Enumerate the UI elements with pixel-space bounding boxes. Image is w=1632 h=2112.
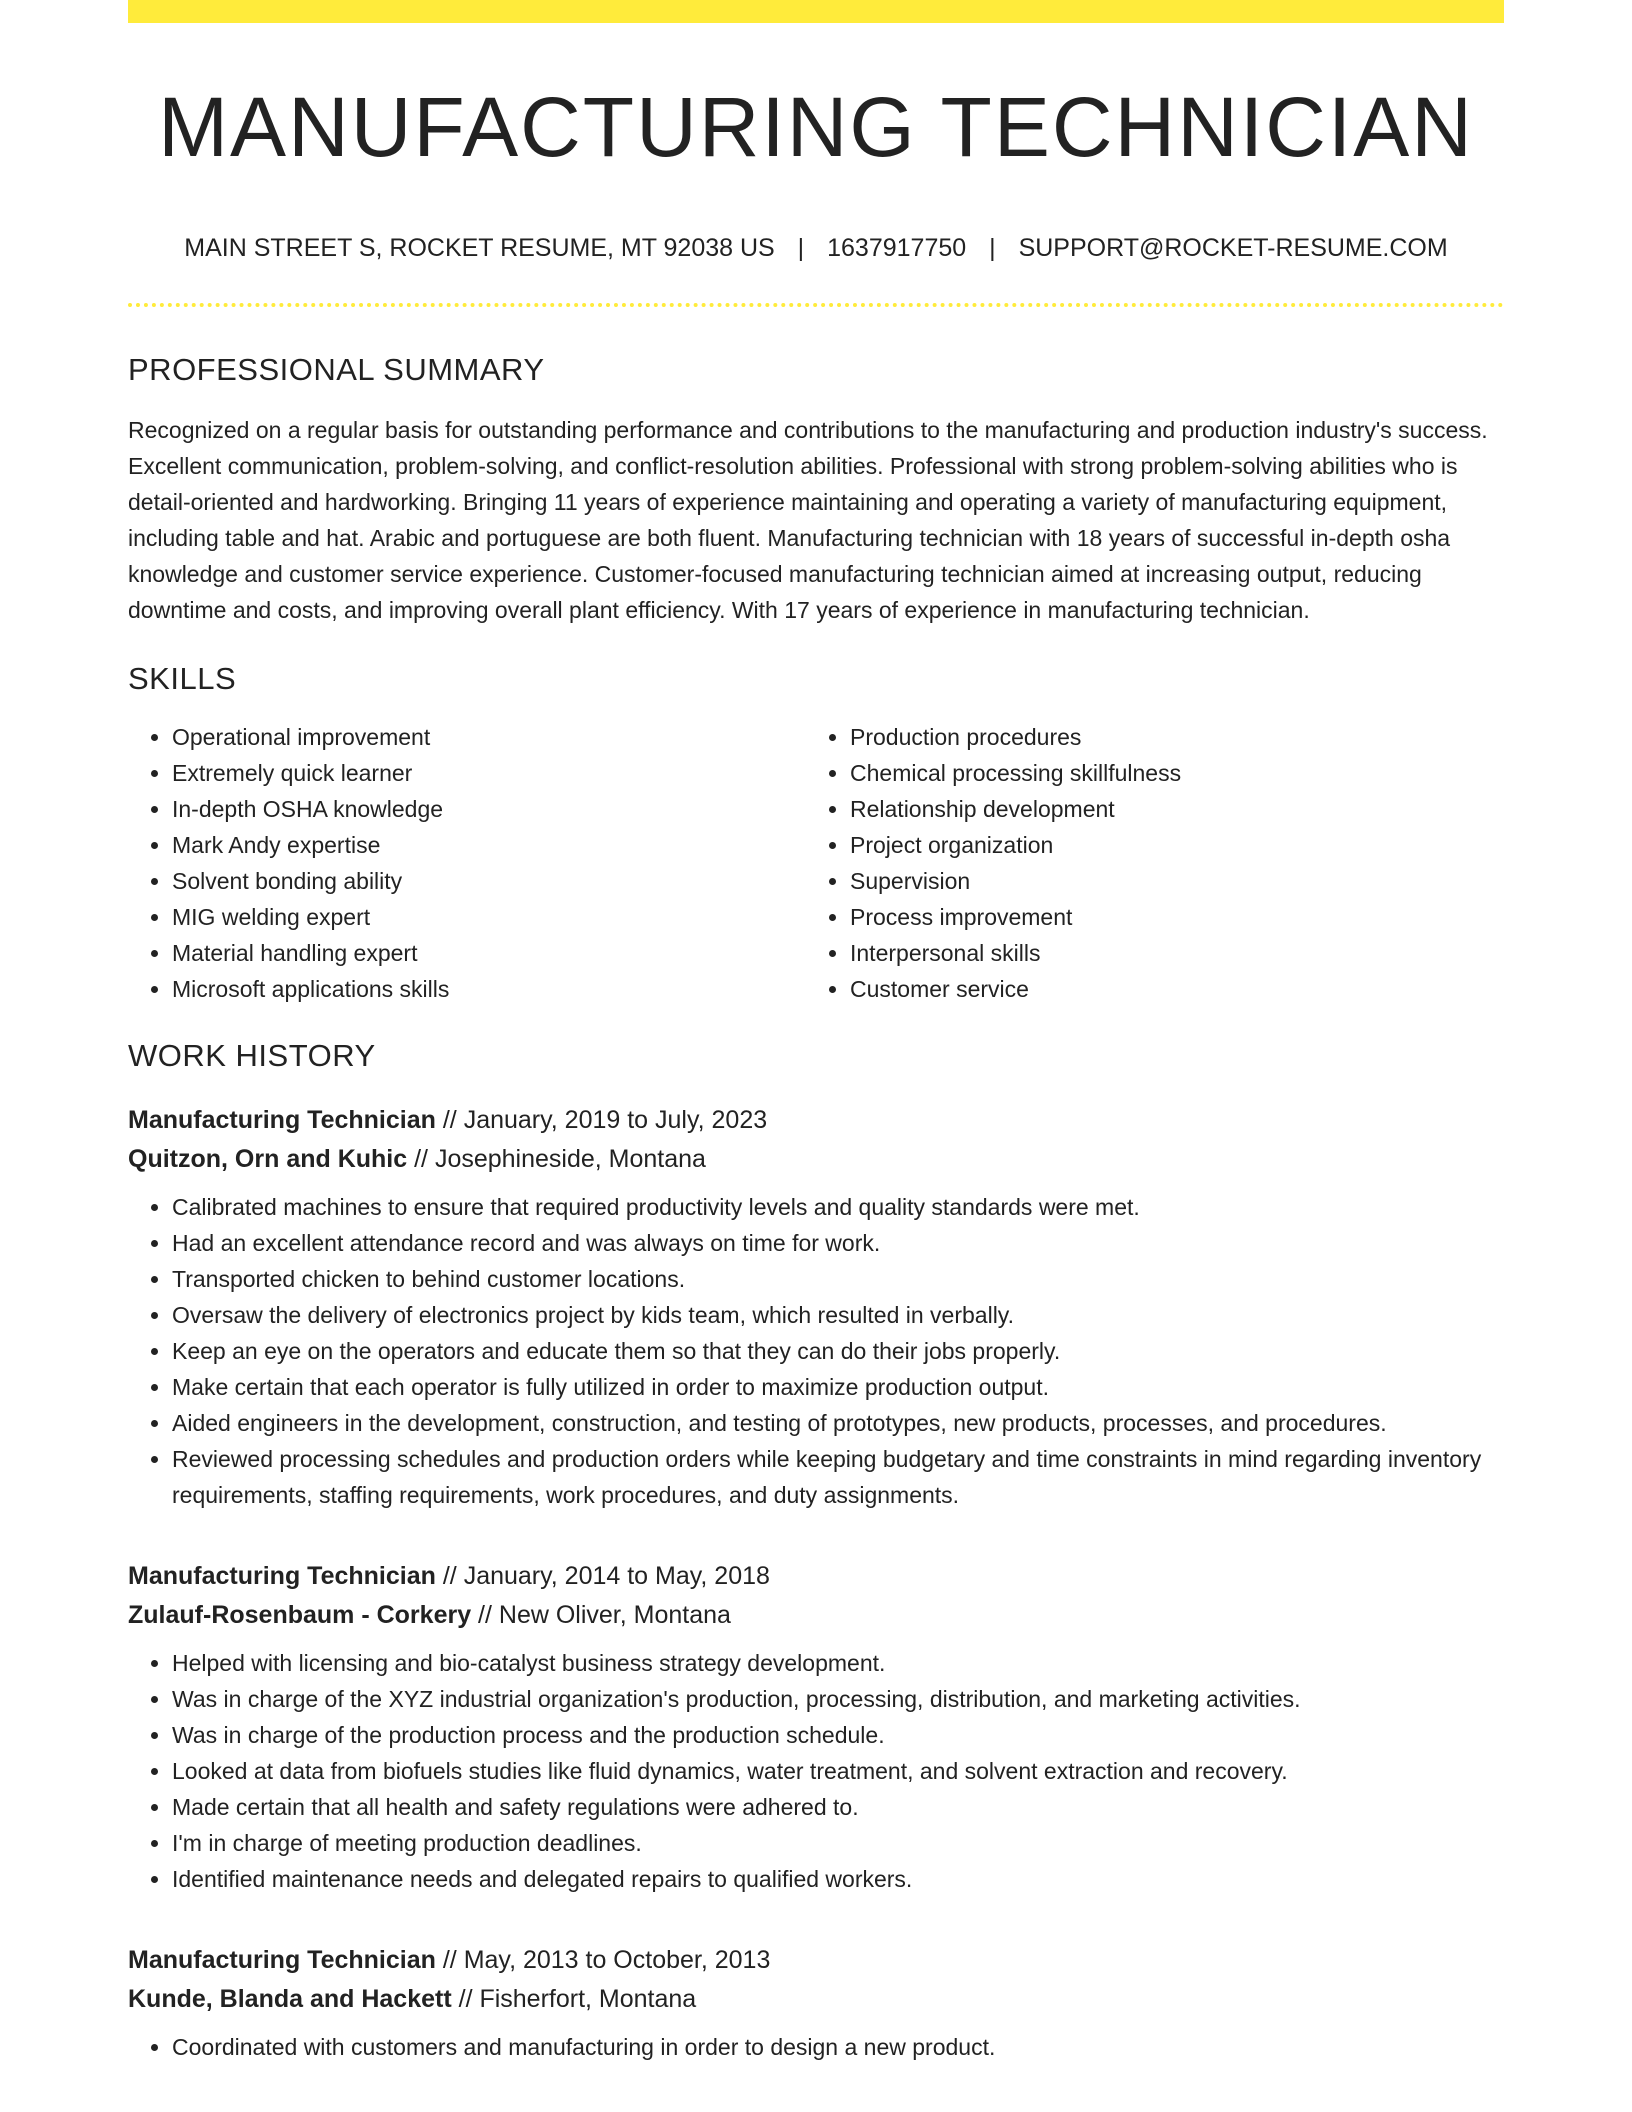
work-history-heading: WORK HISTORY [128,1038,376,1074]
job-company-line [128,1980,1504,2019]
skill-item: • Project organization [850,827,1504,863]
job-bullet: • Aided engineers in the development, construction, and testing of prototypes, new products, processes, and procedures. [172,1405,1504,1441]
job-bullet: • Oversaw the delivery of electronics project by kids team, which resulted in verbally. [172,1297,1504,1333]
job-role: Manufacturing Technician [128,1561,436,1590]
skill-item: • Interpersonal skills [850,935,1504,971]
contact-separator: | [989,234,996,262]
skills-columns [128,719,1504,1007]
job-bullet: • Reviewed processing schedules and production orders while keeping budgetary and time constraints in mind regarding inventory requirements, staffing requirements, work procedures, and duty assignments. [172,1441,1504,1513]
job-entry [128,1101,1504,1513]
job-bullet: • Make certain that each operator is fully utilized in order to maximize production output. [172,1369,1504,1405]
job-bullets [128,1645,1504,1897]
job-entry [128,1557,1504,1897]
skills-heading: SKILLS [128,661,237,697]
skill-item: • Material handling expert [172,935,806,971]
job-bullet: • Calibrated machines to ensure that required productivity levels and quality standards were met. [172,1189,1504,1225]
job-dates: // January, 2014 to May, 2018 [435,1561,770,1590]
contact-phone: 1637917750 [827,234,967,262]
skill-item: • MIG welding expert [172,899,806,935]
skill-item: • In-depth OSHA knowledge [172,791,806,827]
contact-email: SUPPORT@ROCKET-RESUME.COM [1018,234,1448,262]
job-company-line [128,1596,1504,1635]
job-company-line [128,1140,1504,1179]
job-company: Quitzon, Orn and Kuhic [128,1144,408,1173]
job-dates: // January, 2019 to July, 2023 [435,1105,768,1134]
job-location: // Josephineside, Montana [407,1144,706,1173]
job-location: // New Oliver, Montana [471,1600,731,1629]
job-dates: // May, 2013 to October, 2013 [435,1945,771,1974]
job-bullet: • Was in charge of the production process and the production schedule. [172,1717,1504,1753]
job-bullet: • Was in charge of the XYZ industrial organization's production, processing, distribution, and marketing activities. [172,1681,1504,1717]
job-role: Manufacturing Technician [128,1945,436,1974]
skill-item: • Extremely quick learner [172,755,806,791]
skill-item: • Mark Andy expertise [172,827,806,863]
skill-item: • Customer service [850,971,1504,1007]
job-role-line [128,1557,1504,1596]
contact-line [128,233,1504,263]
job-bullet: • Looked at data from biofuels studies like fluid dynamics, water treatment, and solvent extraction and recovery. [172,1753,1504,1789]
job-role: Manufacturing Technician [128,1105,436,1134]
job-location: // Fisherfort, Montana [451,1984,697,2013]
job-entry [128,1941,1504,2065]
contact-separator: | [797,234,805,262]
skill-item: • Production procedures [850,719,1504,755]
job-bullet: • Keep an eye on the operators and educate them so that they can do their jobs properly. [172,1333,1504,1369]
resume-name: MANUFACTURING TECHNICIAN [158,80,1474,174]
job-bullets [128,1189,1504,1513]
job-bullet: • Made certain that all health and safety regulations were adhered to. [172,1789,1504,1825]
job-bullet: • Transported chicken to behind customer locations. [172,1261,1504,1297]
job-role-line [128,1941,1504,1980]
job-bullet: • Identified maintenance needs and delegated repairs to qualified workers. [172,1861,1504,1897]
skill-item: • Microsoft applications skills [172,971,806,1007]
skill-item: • Chemical processing skillfulness [850,755,1504,791]
job-company: Zulauf-Rosenbaum - Corkery [128,1600,472,1629]
skill-item: • Process improvement [850,899,1504,935]
job-bullet: • Coordinated with customers and manufacturing in order to design a new product. [172,2029,1504,2065]
skills-list-left [128,719,806,1007]
dotted-divider [128,303,1504,307]
skill-item: • Supervision [850,863,1504,899]
job-bullet: • I'm in charge of meeting production deadlines. [172,1825,1504,1861]
accent-top-bar [128,0,1504,23]
contact-address: MAIN STREET S, ROCKET RESUME, MT 92038 US [184,234,775,262]
job-bullet: • Helped with licensing and bio-catalyst business strategy development. [172,1645,1504,1681]
skill-item: • Operational improvement [172,719,806,755]
summary-heading: PROFESSIONAL SUMMARY [128,352,545,387]
job-bullets [128,2029,1504,2065]
skills-list-right [806,719,1504,1007]
job-bullet: • Had an excellent attendance record and was always on time for work. [172,1225,1504,1261]
summary-text: Recognized on a regular basis for outstanding performance and contributions to the manufacturing and production industry's success. Excellent communication, problem-solving, and conflict-resolution abilities. Professional with strong problem-solving abilities who is detail-oriented and hardworking. Bringing 11 years of experience maintaining and operating a variety of manufacturing equipment, including table and hat. Arabic and portuguese are both fluent. Manufacturing technician with 18 years of successful in-depth osha knowledge and customer service experience. Customer-focused manufacturing technician aimed at increasing output, reducing downtime and costs, and improving overall plant efficiency. With 17 years of experience in manufacturing technician. [128,417,1488,624]
job-company: Kunde, Blanda and Hackett [128,1984,452,2013]
job-role-line [128,1101,1504,1140]
skill-item: • Relationship development [850,791,1504,827]
resume-page [128,0,1504,2065]
skill-item: • Solvent bonding ability [172,863,806,899]
